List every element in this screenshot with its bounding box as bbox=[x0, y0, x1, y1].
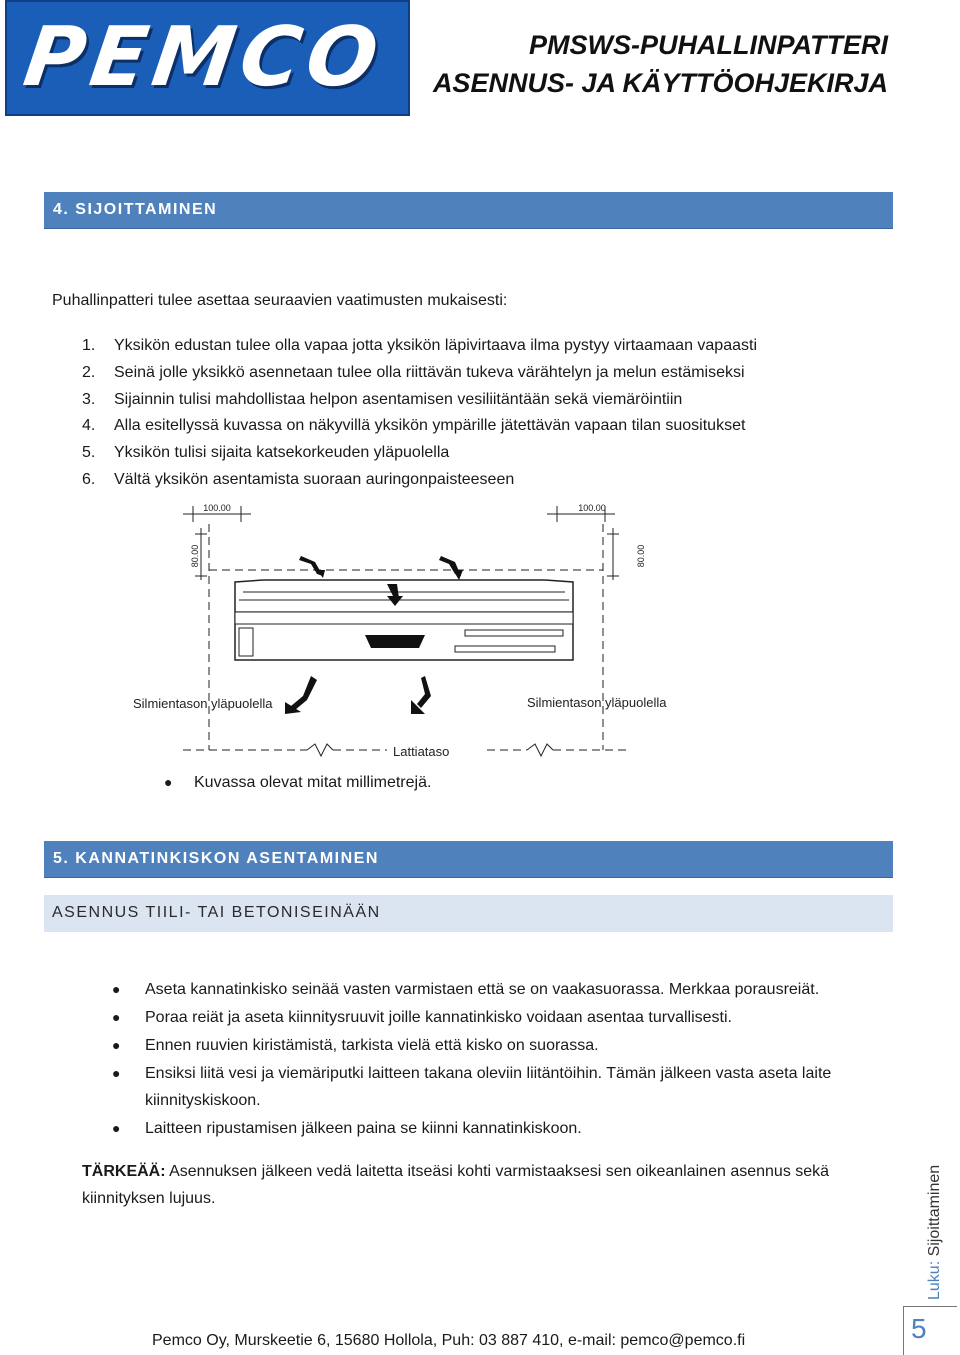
section-heading-5: 5. KANNATINKISKON ASENTAMINEN bbox=[44, 841, 893, 878]
item-text: Laitteen ripustamisen jälkeen paina se kiinni kannatinkiskoon. bbox=[145, 1120, 582, 1137]
item-text: Yksikön tulisi sijaita katsekorkeuden yläpuolella bbox=[114, 444, 450, 462]
item-number: 4. bbox=[82, 417, 96, 435]
company-logo bbox=[5, 0, 410, 116]
logo-text: PEMCO bbox=[18, 10, 390, 105]
list-item bbox=[82, 470, 882, 497]
dimension-label-top-left: 100.00 bbox=[203, 503, 231, 513]
dimension-side-right bbox=[607, 528, 619, 580]
subsection-heading: ASENNUS TIILI- TAI BETONISEINÄÄN bbox=[44, 895, 893, 932]
item-text: Yksikön edustan tulee olla vapaa jotta yksikön läpivirtaava ilma pystyy virtaamaan vapaasti bbox=[114, 337, 757, 354]
bullet-icon: ● bbox=[164, 774, 173, 790]
chapter-name: Sijoittaminen bbox=[926, 1164, 943, 1261]
fan-coil-unit bbox=[235, 580, 573, 660]
document-title bbox=[433, 26, 888, 102]
list-item bbox=[82, 336, 882, 363]
item-text: Vältä yksikön asentamista suoraan auringonpaisteeseen bbox=[114, 470, 515, 488]
footer-divider-vertical bbox=[903, 1306, 904, 1355]
item-number: 3. bbox=[82, 390, 96, 408]
item-text: Ensiksi liitä vesi ja viemäriputki laitteen takana oleviin liitäntöihin. Tämän jälkeen vasta aseta laite kiinnityskiskoon. bbox=[145, 1065, 832, 1109]
footer-address: Pemco Oy, Murskeetie 6, 15680 Hollola, Puh: 03 887 410, e-mail: pemco@pemco.fi bbox=[152, 1332, 746, 1349]
dimension-label-side-left: 80.00 bbox=[190, 544, 200, 568]
requirements-list bbox=[82, 336, 882, 497]
document-title-line1: PMSWS-PUHALLINPATTERI bbox=[529, 30, 888, 60]
item-text: Ennen ruuvien kiristämistä, tarkista vielä että kisko on suorassa. bbox=[145, 1037, 599, 1054]
important-note bbox=[82, 1158, 887, 1212]
item-text: Alla esitellyssä kuvassa on näkyvillä yksikön ympärille jätettävän vapaan tilan suositukset bbox=[114, 417, 746, 435]
units-note-text: Kuvassa olevat mitat millimetrejä. bbox=[194, 774, 432, 791]
eye-level-label-left: Silmientason yläpuolella bbox=[133, 696, 273, 711]
list-item bbox=[82, 390, 882, 417]
item-text: Aseta kannatinkisko seinää vasten varmistaen että se on vaakasuorassa. Merkkaa porausreiät. bbox=[145, 981, 820, 998]
list-item bbox=[112, 1032, 882, 1059]
installation-steps-list bbox=[112, 976, 882, 1143]
item-number: 2. bbox=[82, 363, 96, 381]
dimension-label-top-right: 100.00 bbox=[578, 503, 606, 513]
important-label: TÄRKEÄÄ: bbox=[82, 1163, 166, 1180]
item-text: Sijainnin tulisi mahdollistaa helpon asentamisen vesiliitäntään sekä viemäröintiin bbox=[114, 390, 683, 408]
item-number: 5. bbox=[82, 444, 96, 462]
clearance-diagram bbox=[125, 500, 670, 768]
units-note bbox=[164, 769, 431, 796]
footer-divider bbox=[903, 1306, 957, 1307]
bullet-icon: ● bbox=[112, 1037, 121, 1053]
document-title-line2: ASENNUS- JA KÄYTTÖOHJEKIRJA bbox=[432, 68, 888, 98]
bullet-icon: ● bbox=[112, 981, 121, 997]
list-item bbox=[112, 1115, 882, 1142]
chapter-marker bbox=[926, 1165, 944, 1300]
list-item bbox=[112, 1060, 882, 1114]
item-number: 6. bbox=[82, 470, 96, 488]
page-number: 5 bbox=[911, 1313, 927, 1344]
chapter-label: Luku: bbox=[926, 1260, 943, 1300]
list-item bbox=[112, 1004, 882, 1031]
eye-level-label-right: Silmientason yläpuolella bbox=[527, 695, 667, 710]
list-item bbox=[82, 416, 882, 443]
item-text: Poraa reiät ja aseta kiinnitysruuvit joille kannatinkisko voidaan asentaa turvallisesti. bbox=[145, 1009, 732, 1026]
section-heading-4: 4. SIJOITTAMINEN bbox=[44, 192, 893, 229]
bullet-icon: ● bbox=[112, 1009, 121, 1025]
intro-text: Puhallinpatteri tulee asettaa seuraavien vaatimusten mukaisesti: bbox=[52, 292, 508, 309]
item-number: 1. bbox=[82, 337, 96, 354]
important-text: Asennuksen jälkeen vedä laitetta itseäsi kohti varmistaaksesi sen oikeanlainen asennus sekä kiinnityksen lujuus. bbox=[82, 1163, 830, 1207]
item-text: Seinä jolle yksikkö asennetaan tulee olla riittävän tukeva värähtelyn ja melun estämiseksi bbox=[114, 363, 745, 381]
list-item bbox=[82, 363, 882, 390]
list-item bbox=[82, 443, 882, 470]
bullet-icon: ● bbox=[112, 1065, 121, 1081]
dimension-label-side-right: 80.00 bbox=[636, 544, 646, 568]
floor-level-label: Lattiataso bbox=[393, 744, 450, 759]
bullet-icon: ● bbox=[112, 1120, 121, 1136]
list-item bbox=[112, 976, 882, 1003]
